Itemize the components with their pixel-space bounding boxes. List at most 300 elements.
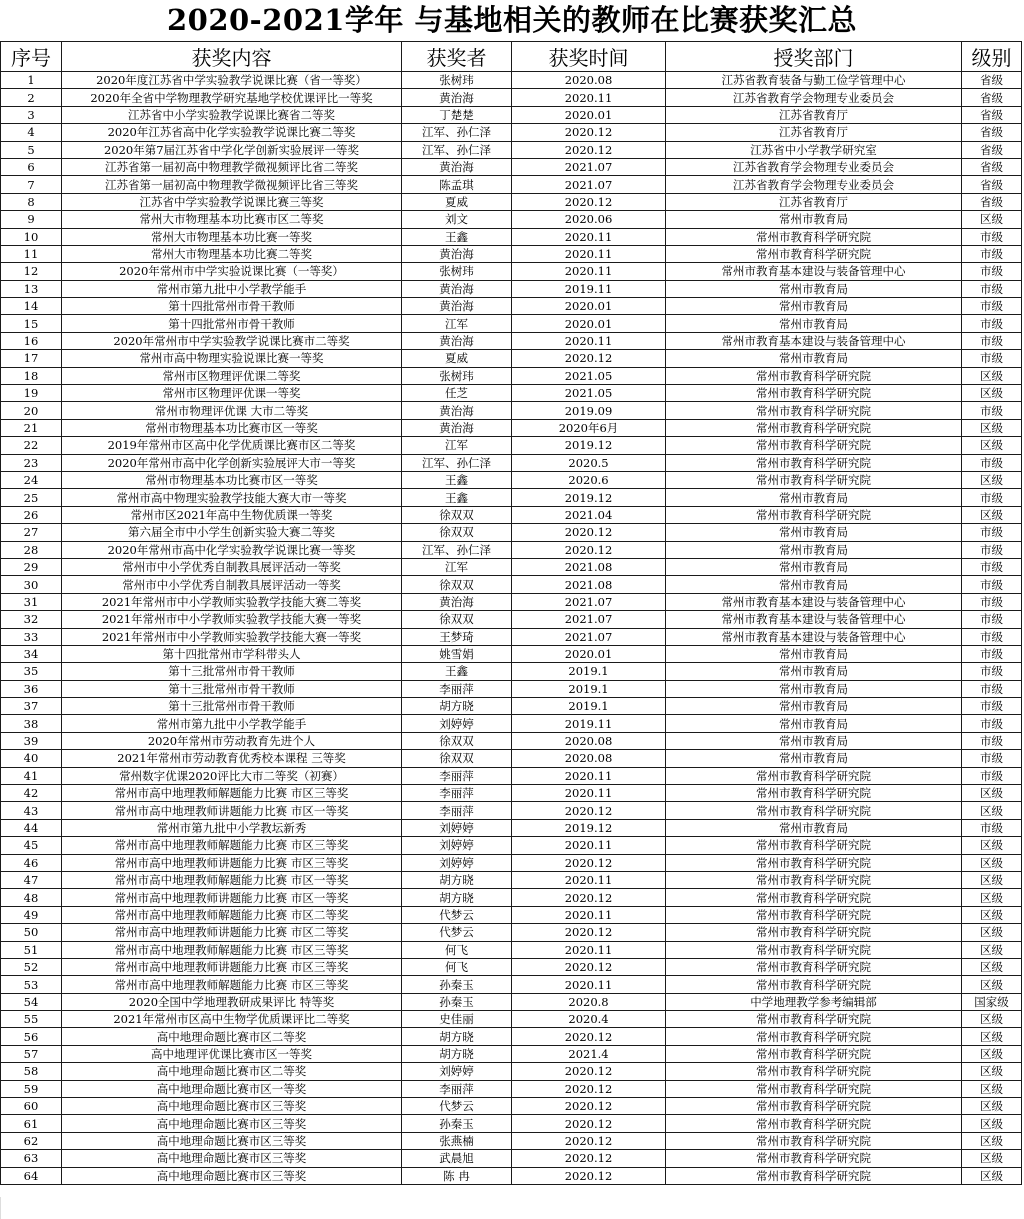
cell-award-time[interactable]: 2020.08 — [512, 72, 666, 89]
cell-winner[interactable]: 刘婷婷 — [402, 1063, 512, 1080]
cell-award-content[interactable]: 2020年第7届江苏省中学化学创新实验展评一等奖 — [62, 141, 402, 158]
cell-level[interactable]: 省级 — [962, 124, 1022, 141]
cell-index[interactable]: 35 — [1, 663, 62, 680]
cell-level[interactable]: 区级 — [962, 419, 1022, 436]
cell-winner[interactable]: 张树玮 — [402, 72, 512, 89]
cell-winner[interactable]: 陈 冉 — [402, 1167, 512, 1184]
cell-level[interactable]: 区级 — [962, 1167, 1022, 1184]
cell-issuing-dept[interactable]: 常州市教育局 — [666, 645, 962, 662]
cell-award-content[interactable]: 常州市第九批中小学教学能手 — [62, 715, 402, 732]
cell-award-time[interactable]: 2020.11 — [512, 767, 666, 784]
cell-winner[interactable]: 王鑫 — [402, 228, 512, 245]
cell-index[interactable]: 2 — [1, 89, 62, 106]
cell-issuing-dept[interactable]: 常州市教育科学研究院 — [666, 976, 962, 993]
cell-issuing-dept[interactable]: 常州市教育基本建设与装备管理中心 — [666, 332, 962, 349]
cell-index[interactable]: 53 — [1, 976, 62, 993]
header-level[interactable]: 级别 — [962, 42, 1022, 72]
cell-award-content[interactable]: 2020年全省中学物理教学研究基地学校优课评比一等奖 — [62, 89, 402, 106]
cell-level[interactable]: 市级 — [962, 819, 1022, 836]
cell-award-content[interactable]: 2020年常州市高中化学实验教学说课比赛一等奖 — [62, 541, 402, 558]
cell-index[interactable]: 36 — [1, 680, 62, 697]
cell-winner[interactable]: 江军、孙仁泽 — [402, 541, 512, 558]
cell-award-time[interactable]: 2019.09 — [512, 402, 666, 419]
cell-award-time[interactable]: 2020.12 — [512, 1063, 666, 1080]
cell-level[interactable]: 区级 — [962, 1063, 1022, 1080]
cell-level[interactable]: 区级 — [962, 211, 1022, 228]
cell-index[interactable]: 46 — [1, 854, 62, 871]
cell-issuing-dept[interactable]: 常州市教育科学研究院 — [666, 1150, 962, 1167]
cell-award-content[interactable]: 第十三批常州市骨干教师 — [62, 698, 402, 715]
cell-level[interactable]: 区级 — [962, 385, 1022, 402]
cell-award-content[interactable]: 常州市高中地理教师讲题能力比赛 市区一等奖 — [62, 889, 402, 906]
cell-award-content[interactable]: 第十四批常州市骨干教师 — [62, 298, 402, 315]
cell-award-content[interactable]: 高中地理命题比赛市区三等奖 — [62, 1098, 402, 1115]
cell-award-content[interactable]: 高中地理命题比赛市区三等奖 — [62, 1167, 402, 1184]
cell-index[interactable]: 48 — [1, 889, 62, 906]
header-index[interactable]: 序号 — [1, 42, 62, 72]
cell-level[interactable]: 区级 — [962, 437, 1022, 454]
cell-issuing-dept[interactable]: 常州市教育科学研究院 — [666, 228, 962, 245]
cell-level[interactable]: 区级 — [962, 802, 1022, 819]
cell-issuing-dept[interactable]: 江苏省教育厅 — [666, 193, 962, 210]
cell-award-time[interactable]: 2020.12 — [512, 1150, 666, 1167]
cell-issuing-dept[interactable]: 江苏省教育厅 — [666, 106, 962, 123]
cell-issuing-dept[interactable]: 常州市教育科学研究院 — [666, 837, 962, 854]
cell-index[interactable]: 47 — [1, 871, 62, 888]
cell-award-content[interactable]: 常州市高中地理教师解题能力比赛 市区三等奖 — [62, 941, 402, 958]
cell-winner[interactable]: 黄治海 — [402, 158, 512, 175]
cell-award-content[interactable]: 常州市高中地理教师讲题能力比赛 市区二等奖 — [62, 924, 402, 941]
cell-award-time[interactable]: 2020.12 — [512, 958, 666, 975]
cell-index[interactable]: 39 — [1, 732, 62, 749]
cell-winner[interactable]: 江军 — [402, 437, 512, 454]
cell-index[interactable]: 15 — [1, 315, 62, 332]
cell-issuing-dept[interactable]: 常州市教育局 — [666, 819, 962, 836]
cell-winner[interactable]: 代梦云 — [402, 906, 512, 923]
cell-level[interactable]: 省级 — [962, 176, 1022, 193]
cell-award-content[interactable]: 2021年常州市中小学教师实验教学技能大赛一等奖 — [62, 628, 402, 645]
cell-issuing-dept[interactable]: 常州市教育局 — [666, 558, 962, 575]
cell-issuing-dept[interactable]: 常州市教育科学研究院 — [666, 367, 962, 384]
cell-winner[interactable]: 孙秦玉 — [402, 1115, 512, 1132]
cell-index[interactable]: 43 — [1, 802, 62, 819]
cell-award-content[interactable]: 第六届全市中小学生创新实验大赛二等奖 — [62, 524, 402, 541]
cell-award-time[interactable]: 2020.11 — [512, 837, 666, 854]
cell-award-time[interactable]: 2019.1 — [512, 698, 666, 715]
cell-issuing-dept[interactable]: 常州市教育科学研究院 — [666, 385, 962, 402]
cell-issuing-dept[interactable]: 常州市教育局 — [666, 698, 962, 715]
cell-award-time[interactable]: 2020.12 — [512, 524, 666, 541]
cell-level[interactable]: 市级 — [962, 524, 1022, 541]
cell-award-time[interactable]: 2019.12 — [512, 489, 666, 506]
cell-award-time[interactable]: 2020.01 — [512, 645, 666, 662]
cell-level[interactable]: 区级 — [962, 1028, 1022, 1045]
cell-level[interactable]: 区级 — [962, 1045, 1022, 1062]
cell-award-content[interactable]: 常州市物理基本功比赛市区一等奖 — [62, 419, 402, 436]
cell-award-time[interactable]: 2020.12 — [512, 124, 666, 141]
cell-level[interactable]: 市级 — [962, 315, 1022, 332]
cell-index[interactable]: 5 — [1, 141, 62, 158]
cell-winner[interactable]: 黄治海 — [402, 332, 512, 349]
cell-award-time[interactable]: 2020.11 — [512, 245, 666, 262]
cell-award-time[interactable]: 2021.07 — [512, 158, 666, 175]
cell-award-content[interactable]: 高中地理命题比赛市区三等奖 — [62, 1132, 402, 1149]
cell-issuing-dept[interactable]: 常州市教育基本建设与装备管理中心 — [666, 611, 962, 628]
cell-index[interactable]: 12 — [1, 263, 62, 280]
cell-award-time[interactable]: 2020.11 — [512, 906, 666, 923]
cell-level[interactable]: 市级 — [962, 541, 1022, 558]
cell-issuing-dept[interactable]: 常州市教育局 — [666, 680, 962, 697]
cell-issuing-dept[interactable]: 常州市教育基本建设与装备管理中心 — [666, 628, 962, 645]
cell-issuing-dept[interactable]: 常州市教育局 — [666, 350, 962, 367]
cell-issuing-dept[interactable]: 常州市教育科学研究院 — [666, 802, 962, 819]
cell-issuing-dept[interactable]: 江苏省教育厅 — [666, 124, 962, 141]
cell-level[interactable]: 市级 — [962, 628, 1022, 645]
cell-issuing-dept[interactable]: 常州市教育基本建设与装备管理中心 — [666, 263, 962, 280]
cell-winner[interactable]: 胡方晓 — [402, 889, 512, 906]
cell-index[interactable]: 59 — [1, 1080, 62, 1097]
cell-award-content[interactable]: 常州大市物理基本功比赛二等奖 — [62, 245, 402, 262]
cell-award-content[interactable]: 常州市区2021年高中生物优质课一等奖 — [62, 506, 402, 523]
cell-winner[interactable]: 江军 — [402, 558, 512, 575]
cell-award-content[interactable]: 2020全国中学地理教研成果评比 特等奖 — [62, 993, 402, 1010]
cell-index[interactable]: 13 — [1, 280, 62, 297]
cell-winner[interactable]: 武晨旭 — [402, 1150, 512, 1167]
header-winner[interactable]: 获奖者 — [402, 42, 512, 72]
cell-issuing-dept[interactable]: 常州市教育科学研究院 — [666, 506, 962, 523]
cell-level[interactable]: 市级 — [962, 732, 1022, 749]
cell-award-time[interactable]: 2021.04 — [512, 506, 666, 523]
cell-level[interactable]: 区级 — [962, 1150, 1022, 1167]
cell-winner[interactable]: 江军、孙仁泽 — [402, 124, 512, 141]
cell-index[interactable]: 3 — [1, 106, 62, 123]
cell-award-content[interactable]: 江苏省中小学实验教学说课比赛省二等奖 — [62, 106, 402, 123]
cell-index[interactable]: 54 — [1, 993, 62, 1010]
cell-winner[interactable]: 李丽萍 — [402, 802, 512, 819]
cell-award-time[interactable]: 2020.8 — [512, 993, 666, 1010]
cell-award-time[interactable]: 2020.5 — [512, 454, 666, 471]
cell-winner[interactable]: 张树玮 — [402, 263, 512, 280]
cell-issuing-dept[interactable]: 常州市教育科学研究院 — [666, 454, 962, 471]
cell-level[interactable]: 区级 — [962, 1132, 1022, 1149]
cell-level[interactable]: 区级 — [962, 976, 1022, 993]
cell-index[interactable]: 33 — [1, 628, 62, 645]
cell-issuing-dept[interactable]: 常州市教育科学研究院 — [666, 245, 962, 262]
cell-level[interactable]: 市级 — [962, 280, 1022, 297]
cell-index[interactable]: 8 — [1, 193, 62, 210]
cell-index[interactable]: 21 — [1, 419, 62, 436]
cell-issuing-dept[interactable]: 常州市教育科学研究院 — [666, 906, 962, 923]
cell-issuing-dept[interactable]: 常州市教育科学研究院 — [666, 1045, 962, 1062]
cell-index[interactable]: 55 — [1, 1011, 62, 1028]
cell-issuing-dept[interactable]: 江苏省中小学教学研究室 — [666, 141, 962, 158]
cell-award-content[interactable]: 江苏省第一届初高中物理教学微视频评比省三等奖 — [62, 176, 402, 193]
cell-index[interactable]: 51 — [1, 941, 62, 958]
cell-level[interactable]: 市级 — [962, 454, 1022, 471]
cell-index[interactable]: 42 — [1, 785, 62, 802]
cell-issuing-dept[interactable]: 常州市教育科学研究院 — [666, 854, 962, 871]
cell-award-time[interactable]: 2021.4 — [512, 1045, 666, 1062]
cell-winner[interactable]: 刘文 — [402, 211, 512, 228]
cell-issuing-dept[interactable]: 常州市教育科学研究院 — [666, 402, 962, 419]
cell-award-time[interactable]: 2021.08 — [512, 558, 666, 575]
cell-issuing-dept[interactable]: 常州市教育科学研究院 — [666, 1098, 962, 1115]
cell-award-content[interactable]: 2020年常州市中学实验说课比赛（一等奖） — [62, 263, 402, 280]
cell-issuing-dept[interactable]: 常州市教育局 — [666, 489, 962, 506]
cell-level[interactable]: 市级 — [962, 593, 1022, 610]
cell-issuing-dept[interactable]: 常州市教育科学研究院 — [666, 471, 962, 488]
cell-issuing-dept[interactable]: 常州市教育科学研究院 — [666, 419, 962, 436]
cell-index[interactable]: 58 — [1, 1063, 62, 1080]
cell-award-time[interactable]: 2019.11 — [512, 280, 666, 297]
cell-award-content[interactable]: 第十四批常州市学科带头人 — [62, 645, 402, 662]
cell-issuing-dept[interactable]: 常州市教育科学研究院 — [666, 941, 962, 958]
cell-issuing-dept[interactable]: 常州市教育科学研究院 — [666, 1028, 962, 1045]
cell-award-time[interactable]: 2021.07 — [512, 176, 666, 193]
cell-level[interactable]: 市级 — [962, 767, 1022, 784]
cell-index[interactable]: 18 — [1, 367, 62, 384]
cell-award-content[interactable]: 常州市高中地理教师解题能力比赛 市区三等奖 — [62, 785, 402, 802]
cell-index[interactable]: 61 — [1, 1115, 62, 1132]
cell-winner[interactable]: 夏威 — [402, 350, 512, 367]
cell-level[interactable]: 省级 — [962, 89, 1022, 106]
cell-index[interactable]: 25 — [1, 489, 62, 506]
cell-index[interactable]: 27 — [1, 524, 62, 541]
cell-level[interactable]: 区级 — [962, 906, 1022, 923]
cell-award-content[interactable]: 常州大市物理基本功比赛一等奖 — [62, 228, 402, 245]
cell-award-content[interactable]: 常州市高中地理教师解题能力比赛 市区三等奖 — [62, 837, 402, 854]
cell-winner[interactable]: 夏威 — [402, 193, 512, 210]
cell-winner[interactable]: 李丽萍 — [402, 767, 512, 784]
cell-level[interactable]: 区级 — [962, 506, 1022, 523]
cell-index[interactable]: 1 — [1, 72, 62, 89]
cell-winner[interactable]: 黄治海 — [402, 89, 512, 106]
cell-winner[interactable]: 李丽萍 — [402, 785, 512, 802]
cell-index[interactable]: 17 — [1, 350, 62, 367]
cell-level[interactable]: 区级 — [962, 924, 1022, 941]
cell-issuing-dept[interactable]: 常州市教育科学研究院 — [666, 924, 962, 941]
cell-winner[interactable]: 胡方晓 — [402, 698, 512, 715]
cell-level[interactable]: 省级 — [962, 106, 1022, 123]
cell-level[interactable]: 区级 — [962, 785, 1022, 802]
cell-award-content[interactable]: 2021年常州市中小学教师实验教学技能大赛一等奖 — [62, 611, 402, 628]
cell-award-content[interactable]: 常州市高中地理教师讲题能力比赛 市区三等奖 — [62, 958, 402, 975]
cell-winner[interactable]: 黄治海 — [402, 419, 512, 436]
cell-award-content[interactable]: 常州市高中物理实验说课比赛一等奖 — [62, 350, 402, 367]
cell-index[interactable]: 56 — [1, 1028, 62, 1045]
cell-award-time[interactable]: 2020.12 — [512, 541, 666, 558]
cell-award-time[interactable]: 2020.6 — [512, 471, 666, 488]
cell-issuing-dept[interactable]: 常州市教育科学研究院 — [666, 1063, 962, 1080]
cell-winner[interactable]: 刘婷婷 — [402, 854, 512, 871]
cell-winner[interactable]: 江军、孙仁泽 — [402, 454, 512, 471]
cell-issuing-dept[interactable]: 常州市教育局 — [666, 732, 962, 749]
cell-level[interactable]: 省级 — [962, 193, 1022, 210]
cell-issuing-dept[interactable]: 常州市教育局 — [666, 280, 962, 297]
cell-winner[interactable]: 徐双双 — [402, 611, 512, 628]
cell-level[interactable]: 市级 — [962, 263, 1022, 280]
cell-issuing-dept[interactable]: 中学地理教学参考编辑部 — [666, 993, 962, 1010]
cell-level[interactable]: 市级 — [962, 402, 1022, 419]
cell-issuing-dept[interactable]: 常州市教育科学研究院 — [666, 1132, 962, 1149]
header-issuing-dept[interactable]: 授奖部门 — [666, 42, 962, 72]
cell-issuing-dept[interactable]: 常州市教育局 — [666, 315, 962, 332]
cell-level[interactable]: 区级 — [962, 1080, 1022, 1097]
cell-award-content[interactable]: 高中地理命题比赛市区三等奖 — [62, 1115, 402, 1132]
cell-award-time[interactable]: 2020.11 — [512, 263, 666, 280]
cell-issuing-dept[interactable]: 常州市教育局 — [666, 663, 962, 680]
cell-winner[interactable]: 刘婷婷 — [402, 715, 512, 732]
cell-award-content[interactable]: 2021年常州市劳动教育优秀校本课程 三等奖 — [62, 750, 402, 767]
cell-award-time[interactable]: 2021.07 — [512, 593, 666, 610]
cell-index[interactable]: 31 — [1, 593, 62, 610]
cell-issuing-dept[interactable]: 常州市教育科学研究院 — [666, 767, 962, 784]
cell-winner[interactable]: 李丽萍 — [402, 680, 512, 697]
cell-index[interactable]: 62 — [1, 1132, 62, 1149]
cell-index[interactable]: 63 — [1, 1150, 62, 1167]
cell-issuing-dept[interactable]: 常州市教育科学研究院 — [666, 1011, 962, 1028]
cell-index[interactable]: 11 — [1, 245, 62, 262]
cell-level[interactable]: 区级 — [962, 367, 1022, 384]
cell-issuing-dept[interactable]: 常州市教育基本建设与装备管理中心 — [666, 593, 962, 610]
cell-award-time[interactable]: 2020.12 — [512, 1098, 666, 1115]
cell-award-time[interactable]: 2020.08 — [512, 750, 666, 767]
cell-index[interactable]: 64 — [1, 1167, 62, 1184]
cell-issuing-dept[interactable]: 常州市教育局 — [666, 541, 962, 558]
cell-award-time[interactable]: 2020.12 — [512, 802, 666, 819]
cell-winner[interactable]: 胡方晓 — [402, 1028, 512, 1045]
cell-award-content[interactable]: 常州市区物理评优课二等奖 — [62, 367, 402, 384]
cell-award-time[interactable]: 2021.05 — [512, 385, 666, 402]
cell-award-time[interactable]: 2020.12 — [512, 1080, 666, 1097]
cell-award-time[interactable]: 2019.12 — [512, 819, 666, 836]
cell-award-time[interactable]: 2021.05 — [512, 367, 666, 384]
cell-level[interactable]: 区级 — [962, 871, 1022, 888]
cell-award-content[interactable]: 2020年常州市劳动教育先进个人 — [62, 732, 402, 749]
cell-level[interactable]: 市级 — [962, 715, 1022, 732]
cell-level[interactable]: 市级 — [962, 645, 1022, 662]
cell-winner[interactable]: 胡方晓 — [402, 871, 512, 888]
cell-award-time[interactable]: 2020.11 — [512, 871, 666, 888]
cell-award-content[interactable]: 2020年常州市高中化学创新实验展评大市一等奖 — [62, 454, 402, 471]
cell-index[interactable]: 7 — [1, 176, 62, 193]
cell-award-content[interactable]: 常州市物理评优课 大市二等奖 — [62, 402, 402, 419]
cell-award-content[interactable]: 江苏省第一届初高中物理教学微视频评比省二等奖 — [62, 158, 402, 175]
cell-award-content[interactable]: 常州市物理基本功比赛市区一等奖 — [62, 471, 402, 488]
cell-award-content[interactable]: 2019年常州市区高中化学优质课比赛市区二等奖 — [62, 437, 402, 454]
cell-issuing-dept[interactable]: 常州市教育科学研究院 — [666, 1080, 962, 1097]
cell-winner[interactable]: 姚雪娟 — [402, 645, 512, 662]
cell-winner[interactable]: 丁楚楚 — [402, 106, 512, 123]
cell-index[interactable]: 16 — [1, 332, 62, 349]
cell-award-content[interactable]: 高中地理评优课比赛市区一等奖 — [62, 1045, 402, 1062]
cell-award-content[interactable]: 第十四批常州市骨干教师 — [62, 315, 402, 332]
cell-level[interactable]: 区级 — [962, 889, 1022, 906]
cell-issuing-dept[interactable]: 江苏省教育装备与勤工俭学管理中心 — [666, 72, 962, 89]
cell-issuing-dept[interactable]: 江苏省教育学会物理专业委员会 — [666, 89, 962, 106]
cell-award-content[interactable]: 常州市高中地理教师解题能力比赛 市区二等奖 — [62, 906, 402, 923]
cell-winner[interactable]: 孙秦玉 — [402, 976, 512, 993]
cell-issuing-dept[interactable]: 常州市教育科学研究院 — [666, 437, 962, 454]
cell-level[interactable]: 区级 — [962, 1115, 1022, 1132]
cell-award-time[interactable]: 2020.01 — [512, 315, 666, 332]
cell-index[interactable]: 32 — [1, 611, 62, 628]
cell-winner[interactable]: 徐双双 — [402, 750, 512, 767]
cell-award-time[interactable]: 2020.08 — [512, 732, 666, 749]
cell-award-time[interactable]: 2020.4 — [512, 1011, 666, 1028]
cell-level[interactable]: 区级 — [962, 854, 1022, 871]
cell-award-time[interactable]: 2020.12 — [512, 350, 666, 367]
cell-winner[interactable]: 代梦云 — [402, 924, 512, 941]
cell-award-time[interactable]: 2020.11 — [512, 941, 666, 958]
cell-index[interactable]: 6 — [1, 158, 62, 175]
cell-award-content[interactable]: 常州数字优课2020评比大市二等奖（初赛） — [62, 767, 402, 784]
cell-award-time[interactable]: 2020.06 — [512, 211, 666, 228]
cell-winner[interactable]: 张燕楠 — [402, 1132, 512, 1149]
cell-issuing-dept[interactable]: 常州市教育局 — [666, 298, 962, 315]
cell-award-time[interactable]: 2020.01 — [512, 106, 666, 123]
cell-award-time[interactable]: 2020.11 — [512, 976, 666, 993]
cell-winner[interactable]: 陈孟琪 — [402, 176, 512, 193]
cell-index[interactable]: 40 — [1, 750, 62, 767]
cell-award-content[interactable]: 常州市高中物理实验教学技能大赛大市一等奖 — [62, 489, 402, 506]
cell-issuing-dept[interactable]: 常州市教育科学研究院 — [666, 785, 962, 802]
cell-award-time[interactable]: 2021.07 — [512, 628, 666, 645]
cell-level[interactable]: 市级 — [962, 558, 1022, 575]
cell-level[interactable]: 市级 — [962, 332, 1022, 349]
cell-index[interactable]: 26 — [1, 506, 62, 523]
cell-index[interactable]: 49 — [1, 906, 62, 923]
cell-level[interactable]: 市级 — [962, 228, 1022, 245]
cell-level[interactable]: 省级 — [962, 141, 1022, 158]
cell-award-content[interactable]: 2020年常州市中学实验教学说课比赛市二等奖 — [62, 332, 402, 349]
cell-award-content[interactable]: 高中地理命题比赛市区一等奖 — [62, 1080, 402, 1097]
cell-award-time[interactable]: 2019.1 — [512, 680, 666, 697]
cell-winner[interactable]: 黄治海 — [402, 402, 512, 419]
cell-award-content[interactable]: 常州市第九批中小学教坛新秀 — [62, 819, 402, 836]
cell-level[interactable]: 市级 — [962, 350, 1022, 367]
cell-winner[interactable]: 王梦琦 — [402, 628, 512, 645]
cell-level[interactable]: 省级 — [962, 158, 1022, 175]
cell-level[interactable]: 市级 — [962, 663, 1022, 680]
cell-winner[interactable]: 李丽萍 — [402, 1080, 512, 1097]
cell-award-content[interactable]: 常州市高中地理教师讲题能力比赛 市区三等奖 — [62, 854, 402, 871]
cell-index[interactable]: 20 — [1, 402, 62, 419]
cell-winner[interactable]: 黄治海 — [402, 245, 512, 262]
cell-winner[interactable]: 徐双双 — [402, 732, 512, 749]
cell-index[interactable]: 50 — [1, 924, 62, 941]
cell-issuing-dept[interactable]: 常州市教育科学研究院 — [666, 1167, 962, 1184]
cell-award-time[interactable]: 2020.12 — [512, 1028, 666, 1045]
cell-award-content[interactable]: 2020年江苏省高中化学实验教学说课比赛二等奖 — [62, 124, 402, 141]
cell-award-time[interactable]: 2020.12 — [512, 889, 666, 906]
cell-index[interactable]: 34 — [1, 645, 62, 662]
cell-winner[interactable]: 孙秦玉 — [402, 993, 512, 1010]
cell-award-content[interactable]: 2020年度江苏省中学实验教学说课比赛（省一等奖） — [62, 72, 402, 89]
cell-index[interactable]: 22 — [1, 437, 62, 454]
cell-index[interactable]: 10 — [1, 228, 62, 245]
cell-index[interactable]: 52 — [1, 958, 62, 975]
cell-award-time[interactable]: 2020.11 — [512, 785, 666, 802]
cell-issuing-dept[interactable]: 常州市教育局 — [666, 576, 962, 593]
cell-level[interactable]: 市级 — [962, 298, 1022, 315]
cell-winner[interactable]: 代梦云 — [402, 1098, 512, 1115]
header-award-time[interactable]: 获奖时间 — [512, 42, 666, 72]
cell-winner[interactable]: 江军、孙仁泽 — [402, 141, 512, 158]
cell-award-content[interactable]: 第十三批常州市骨干教师 — [62, 663, 402, 680]
cell-award-content[interactable]: 江苏省中学实验教学说课比赛三等奖 — [62, 193, 402, 210]
header-award-content[interactable]: 获奖内容 — [62, 42, 402, 72]
